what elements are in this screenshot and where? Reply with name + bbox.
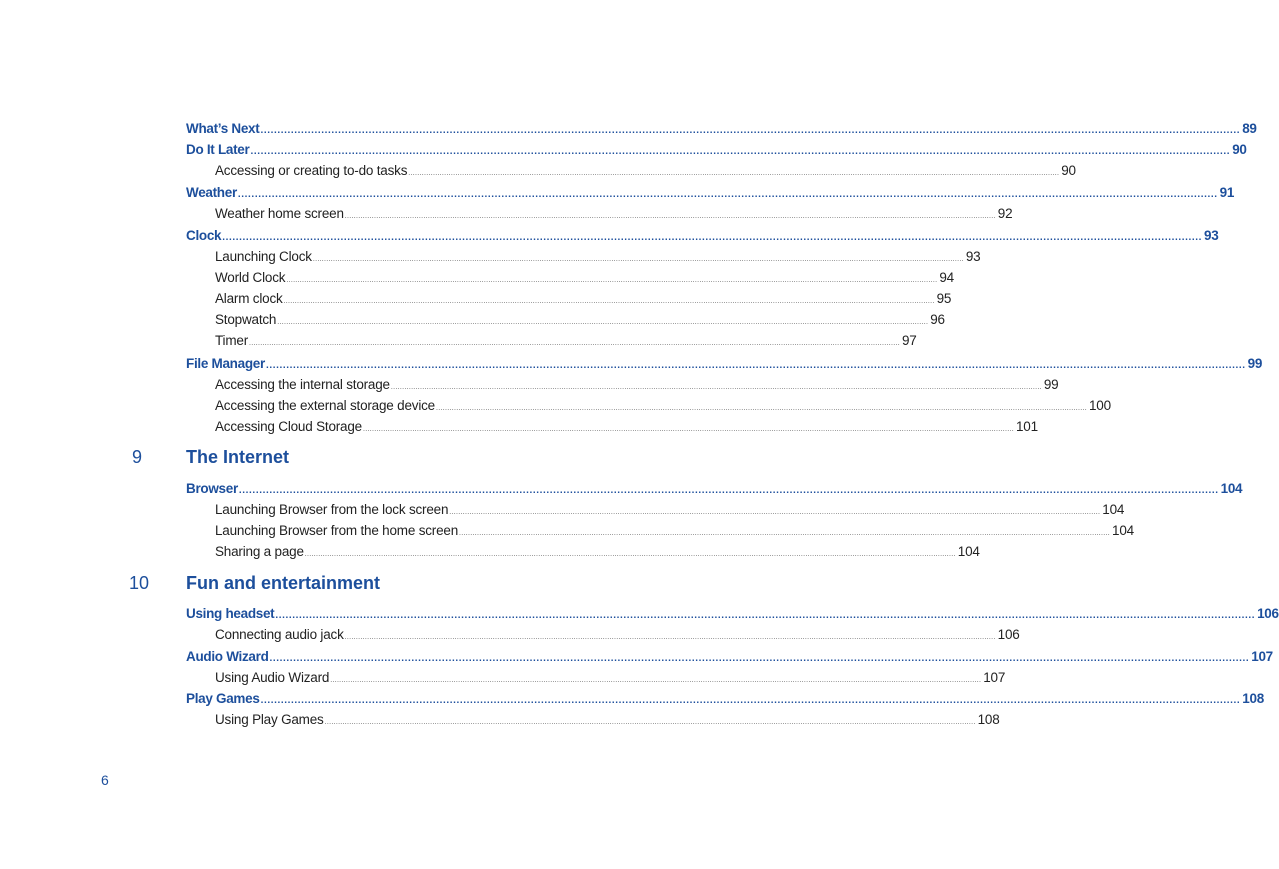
toc-subsection-entry[interactable] [215, 249, 981, 264]
entry-title: Launching Browser from the home screen [215, 523, 459, 538]
dot-leader: .................................................................................................................................................................................................................................................................................................. [344, 213, 996, 220]
dot-leader: .................................................................................................................................................................................................................................................................................................. [260, 695, 1241, 706]
toc-section-entry[interactable] [186, 691, 1264, 706]
dot-leader: .................................................................................................................................................................................................................................................................................................. [275, 610, 1256, 621]
toc-section-entry[interactable] [186, 228, 1219, 243]
dot-leader: .................................................................................................................................................................................................................................................................................................. [283, 298, 935, 305]
entry-title: Accessing or creating to-do tasks [215, 163, 408, 178]
entry-title: Using Play Games [215, 712, 324, 727]
entry-title: Weather [186, 185, 237, 200]
toc-subsection-entry[interactable] [215, 419, 1038, 434]
toc-subsection-entry[interactable] [215, 502, 1125, 517]
toc-section-entry[interactable] [186, 121, 1257, 136]
entry-title: Audio Wizard [186, 649, 269, 664]
entry-page-number: 91 [1219, 185, 1235, 200]
entry-page-number: 104 [957, 544, 980, 559]
toc-subsection-entry[interactable] [215, 523, 1134, 538]
entry-page-number: 99 [1043, 377, 1059, 392]
dot-leader: .................................................................................................................................................................................................................................................................................................. [330, 677, 982, 684]
entry-page-number: 106 [997, 627, 1020, 642]
dot-leader: .................................................................................................................................................................................................................................................................................................. [363, 426, 1014, 433]
dot-leader: .................................................................................................................................................................................................................................................................................................. [286, 277, 938, 284]
entry-page-number: 107 [983, 670, 1006, 685]
toc-subsection-entry[interactable] [215, 291, 952, 306]
page-number: 6 [101, 772, 109, 788]
entry-page-number: 89 [1242, 121, 1257, 136]
entry-page-number: 107 [1251, 649, 1273, 664]
toc-subsection-entry[interactable] [215, 377, 1059, 392]
chapter-number: 10 [129, 573, 150, 593]
entry-page-number: 108 [977, 712, 1000, 727]
entry-title: File Manager [186, 356, 265, 371]
entry-title: Stopwatch [215, 312, 277, 327]
dot-leader: .................................................................................................................................................................................................................................................................................................. [222, 232, 1202, 243]
toc-subsection-entry[interactable] [215, 712, 1000, 727]
toc-subsection-entry[interactable] [215, 333, 917, 348]
chapter-title: The Internet [186, 447, 290, 467]
entry-title: Using Audio Wizard [215, 670, 330, 685]
toc-section-entry[interactable] [186, 481, 1243, 496]
dot-leader: .................................................................................................................................................................................................................................................................................................. [312, 256, 964, 263]
toc-subsection-entry[interactable] [215, 206, 1013, 221]
dot-leader: .................................................................................................................................................................................................................................................................................................. [265, 360, 1246, 371]
dot-leader: .................................................................................................................................................................................................................................................................................................. [459, 530, 1111, 537]
entry-title: Using headset [186, 606, 275, 621]
toc-section-entry[interactable] [186, 606, 1279, 621]
toc-subsection-entry[interactable] [215, 627, 1020, 642]
dot-leader: .................................................................................................................................................................................................................................................................................................. [277, 319, 929, 326]
entry-title: Launching Clock [215, 249, 312, 264]
entry-title: What’s Next [186, 121, 260, 136]
entry-page-number: 108 [1242, 691, 1264, 706]
dot-leader: .................................................................................................................................................................................................................................................................................................. [250, 146, 1231, 157]
dot-leader: .................................................................................................................................................................................................................................................................................................. [449, 509, 1101, 516]
toc-subsection-entry[interactable] [215, 398, 1111, 413]
entry-title: Accessing the external storage device [215, 398, 435, 413]
toc-section-entry[interactable] [186, 649, 1273, 664]
entry-page-number: 100 [1088, 398, 1111, 413]
dot-leader: .................................................................................................................................................................................................................................................................................................. [390, 384, 1042, 391]
entry-page-number: 99 [1247, 356, 1263, 371]
entry-title: Browser [186, 481, 238, 496]
entry-title: World Clock [215, 270, 286, 285]
toc-section-entry[interactable] [186, 185, 1235, 200]
dot-leader: .................................................................................................................................................................................................................................................................................................. [237, 189, 1218, 200]
entry-title: Timer [215, 333, 248, 348]
entry-title: Accessing the internal storage [215, 377, 390, 392]
entry-page-number: 96 [930, 312, 945, 327]
entry-page-number: 104 [1102, 502, 1125, 517]
entry-page-number: 90 [1232, 142, 1247, 157]
dot-leader: .................................................................................................................................................................................................................................................................................................. [304, 551, 956, 558]
entry-title: Connecting audio jack [215, 627, 344, 642]
dot-leader: .................................................................................................................................................................................................................................................................................................. [249, 340, 900, 347]
entry-page-number: 94 [939, 270, 954, 285]
entry-page-number: 90 [1061, 163, 1076, 178]
dot-leader: .................................................................................................................................................................................................................................................................................................. [344, 634, 996, 641]
entry-page-number: 92 [997, 206, 1013, 221]
entry-page-number: 106 [1257, 606, 1279, 621]
entry-title: Accessing Cloud Storage [215, 419, 362, 434]
entry-page-number: 95 [936, 291, 952, 306]
toc-section-entry[interactable] [186, 356, 1263, 371]
dot-leader: .................................................................................................................................................................................................................................................................................................. [324, 719, 976, 726]
toc-subsection-entry[interactable] [215, 312, 945, 327]
entry-title: Do It Later [186, 142, 250, 157]
dot-leader: .................................................................................................................................................................................................................................................................................................. [408, 170, 1060, 177]
entry-page-number: 104 [1112, 523, 1134, 538]
toc-subsection-entry[interactable] [215, 670, 1006, 685]
chapter-number: 9 [132, 447, 143, 467]
entry-page-number: 97 [902, 333, 917, 348]
chapter-title: Fun and entertainment [186, 573, 381, 593]
entry-title: Sharing a page [215, 544, 304, 559]
toc-section-entry[interactable] [186, 142, 1247, 157]
entry-title: Play Games [186, 691, 260, 706]
entry-page-number: 93 [1203, 228, 1219, 243]
dot-leader: .................................................................................................................................................................................................................................................................................................. [238, 485, 1219, 496]
toc-subsection-entry[interactable] [215, 544, 980, 559]
entry-page-number: 104 [1220, 481, 1243, 496]
entry-title: Alarm clock [215, 291, 283, 306]
toc-subsection-entry[interactable] [215, 270, 954, 285]
entry-title: Clock [186, 228, 222, 243]
dot-leader: .................................................................................................................................................................................................................................................................................................. [435, 405, 1087, 412]
entry-page-number: 93 [965, 249, 981, 264]
dot-leader: .................................................................................................................................................................................................................................................................................................. [260, 125, 1241, 136]
entry-title: Weather home screen [215, 206, 344, 221]
toc-subsection-entry[interactable] [215, 163, 1076, 178]
entry-page-number: 101 [1016, 419, 1038, 434]
entry-title: Launching Browser from the lock screen [215, 502, 449, 517]
dot-leader: .................................................................................................................................................................................................................................................................................................. [269, 653, 1250, 664]
